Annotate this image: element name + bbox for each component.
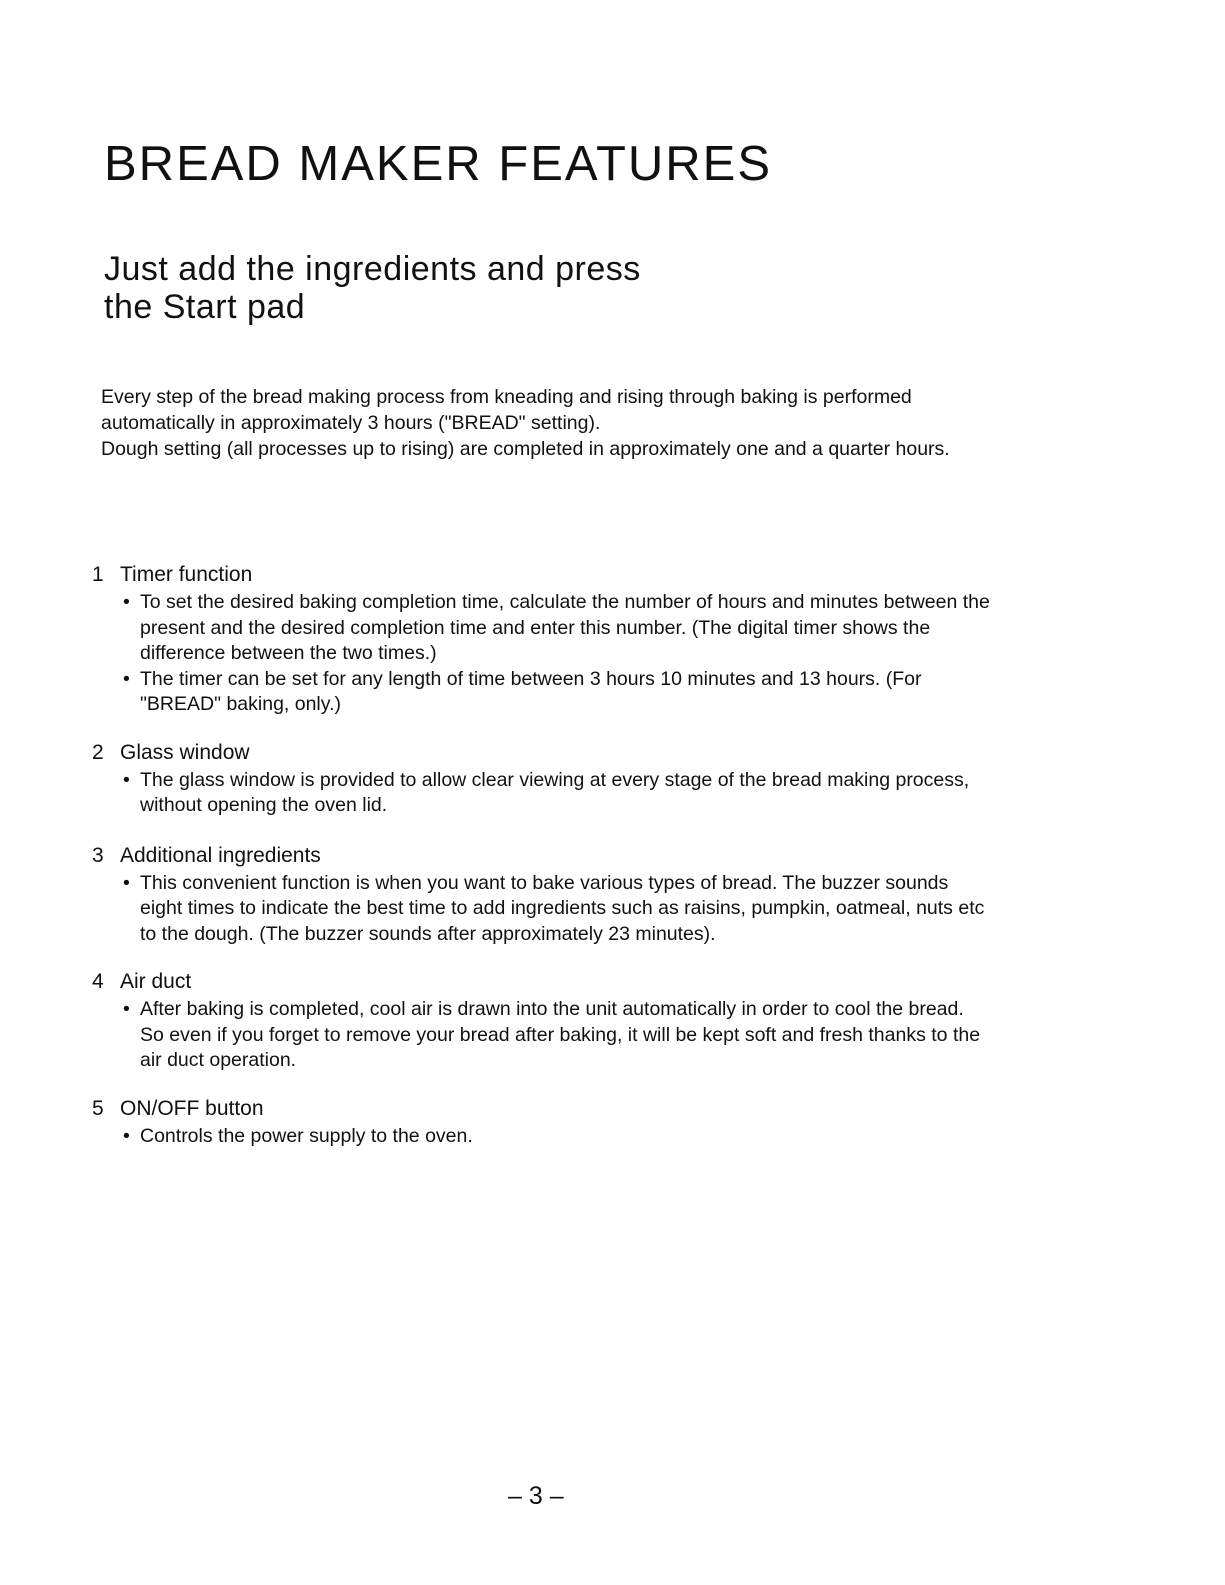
feature-bullets [92,590,992,718]
intro-sentence-1: Every step of the bread making process from kneading and rising through baking is performed automatically in approximately 3 hours ("BREAD" setting). [101,386,912,434]
feature-bullets [92,997,992,1074]
feature-bullets [92,768,992,819]
page-title: BREAD MAKER FEATURES [104,137,773,191]
bullet-text: This convenient function is when you want to bake various types of bread. The buzzer sounds eight times to indicate the best time to add ingredients such as raisins, pumpkin, oatmeal, nuts etc to the dough. (The buzzer sounds after approximately 23 minutes). [140,871,985,945]
bullet-icon: • [123,768,130,791]
bullet-text: The glass window is provided to allow clear viewing at every stage of the bread making process, without opening the oven lid. [140,768,970,816]
feature-heading [92,562,992,588]
feature-bullet [92,1124,992,1150]
feature-bullet [92,590,992,667]
feature-title: Air duct [120,970,192,993]
bullet-text: After baking is completed, cool air is drawn into the unit automatically in order to cool the bread. So even if you forget to remove your bread after baking, it will be kept soft and fresh thanks to the air duct operation. [140,998,981,1071]
feature-heading [92,740,992,766]
feature-number: 4 [92,970,104,993]
feature-bullets [92,1124,992,1150]
feature-glass-window [92,740,992,819]
feature-heading [92,1096,992,1122]
feature-heading [92,843,992,869]
feature-number: 1 [92,563,104,586]
intro-sentence-2: Dough setting (all processes up to rising) are completed in approximately one and a quarter hours. [101,438,950,460]
feature-number: 3 [92,843,104,867]
feature-title: Timer function [120,563,253,586]
feature-timer-function [92,562,992,718]
feature-title: Glass window [120,740,250,764]
bullet-text: Controls the power supply to the oven. [140,1124,473,1147]
feature-bullets [92,871,992,948]
feature-additional-ingredients [92,843,992,948]
intro-paragraph [101,384,981,462]
feature-air-duct [92,969,992,1074]
feature-bullet [92,667,992,718]
feature-title: ON/OFF button [120,1096,264,1120]
feature-bullet [92,997,992,1074]
bullet-icon: • [123,998,130,1020]
feature-heading [92,969,992,995]
section-subtitle [104,250,641,326]
feature-title: Additional ingredients [120,843,321,867]
feature-number: 2 [92,740,104,764]
feature-bullet [92,768,992,819]
bullet-text: To set the desired baking completion time, calculate the number of hours and minutes between the present and the desired completion time and enter this number. (The digital timer shows the difference between the two times.) [140,591,990,664]
bullet-text: The timer can be set for any length of time between 3 hours 10 minutes and 13 hours. (For "BREAD" baking, only.) [140,667,922,715]
bullet-icon: • [123,871,130,894]
subtitle-line-1: Just add the ingredients and press [104,250,641,288]
bullet-icon: • [123,1124,130,1147]
feature-bullet [92,871,992,948]
features-list [92,562,992,1149]
feature-number: 5 [92,1096,104,1120]
bullet-icon: • [123,667,130,690]
bullet-icon: • [123,591,130,613]
subtitle-line-2: the Start pad [104,288,306,326]
page-number: – 3 – [508,1482,564,1510]
feature-on-off-button [92,1096,992,1150]
